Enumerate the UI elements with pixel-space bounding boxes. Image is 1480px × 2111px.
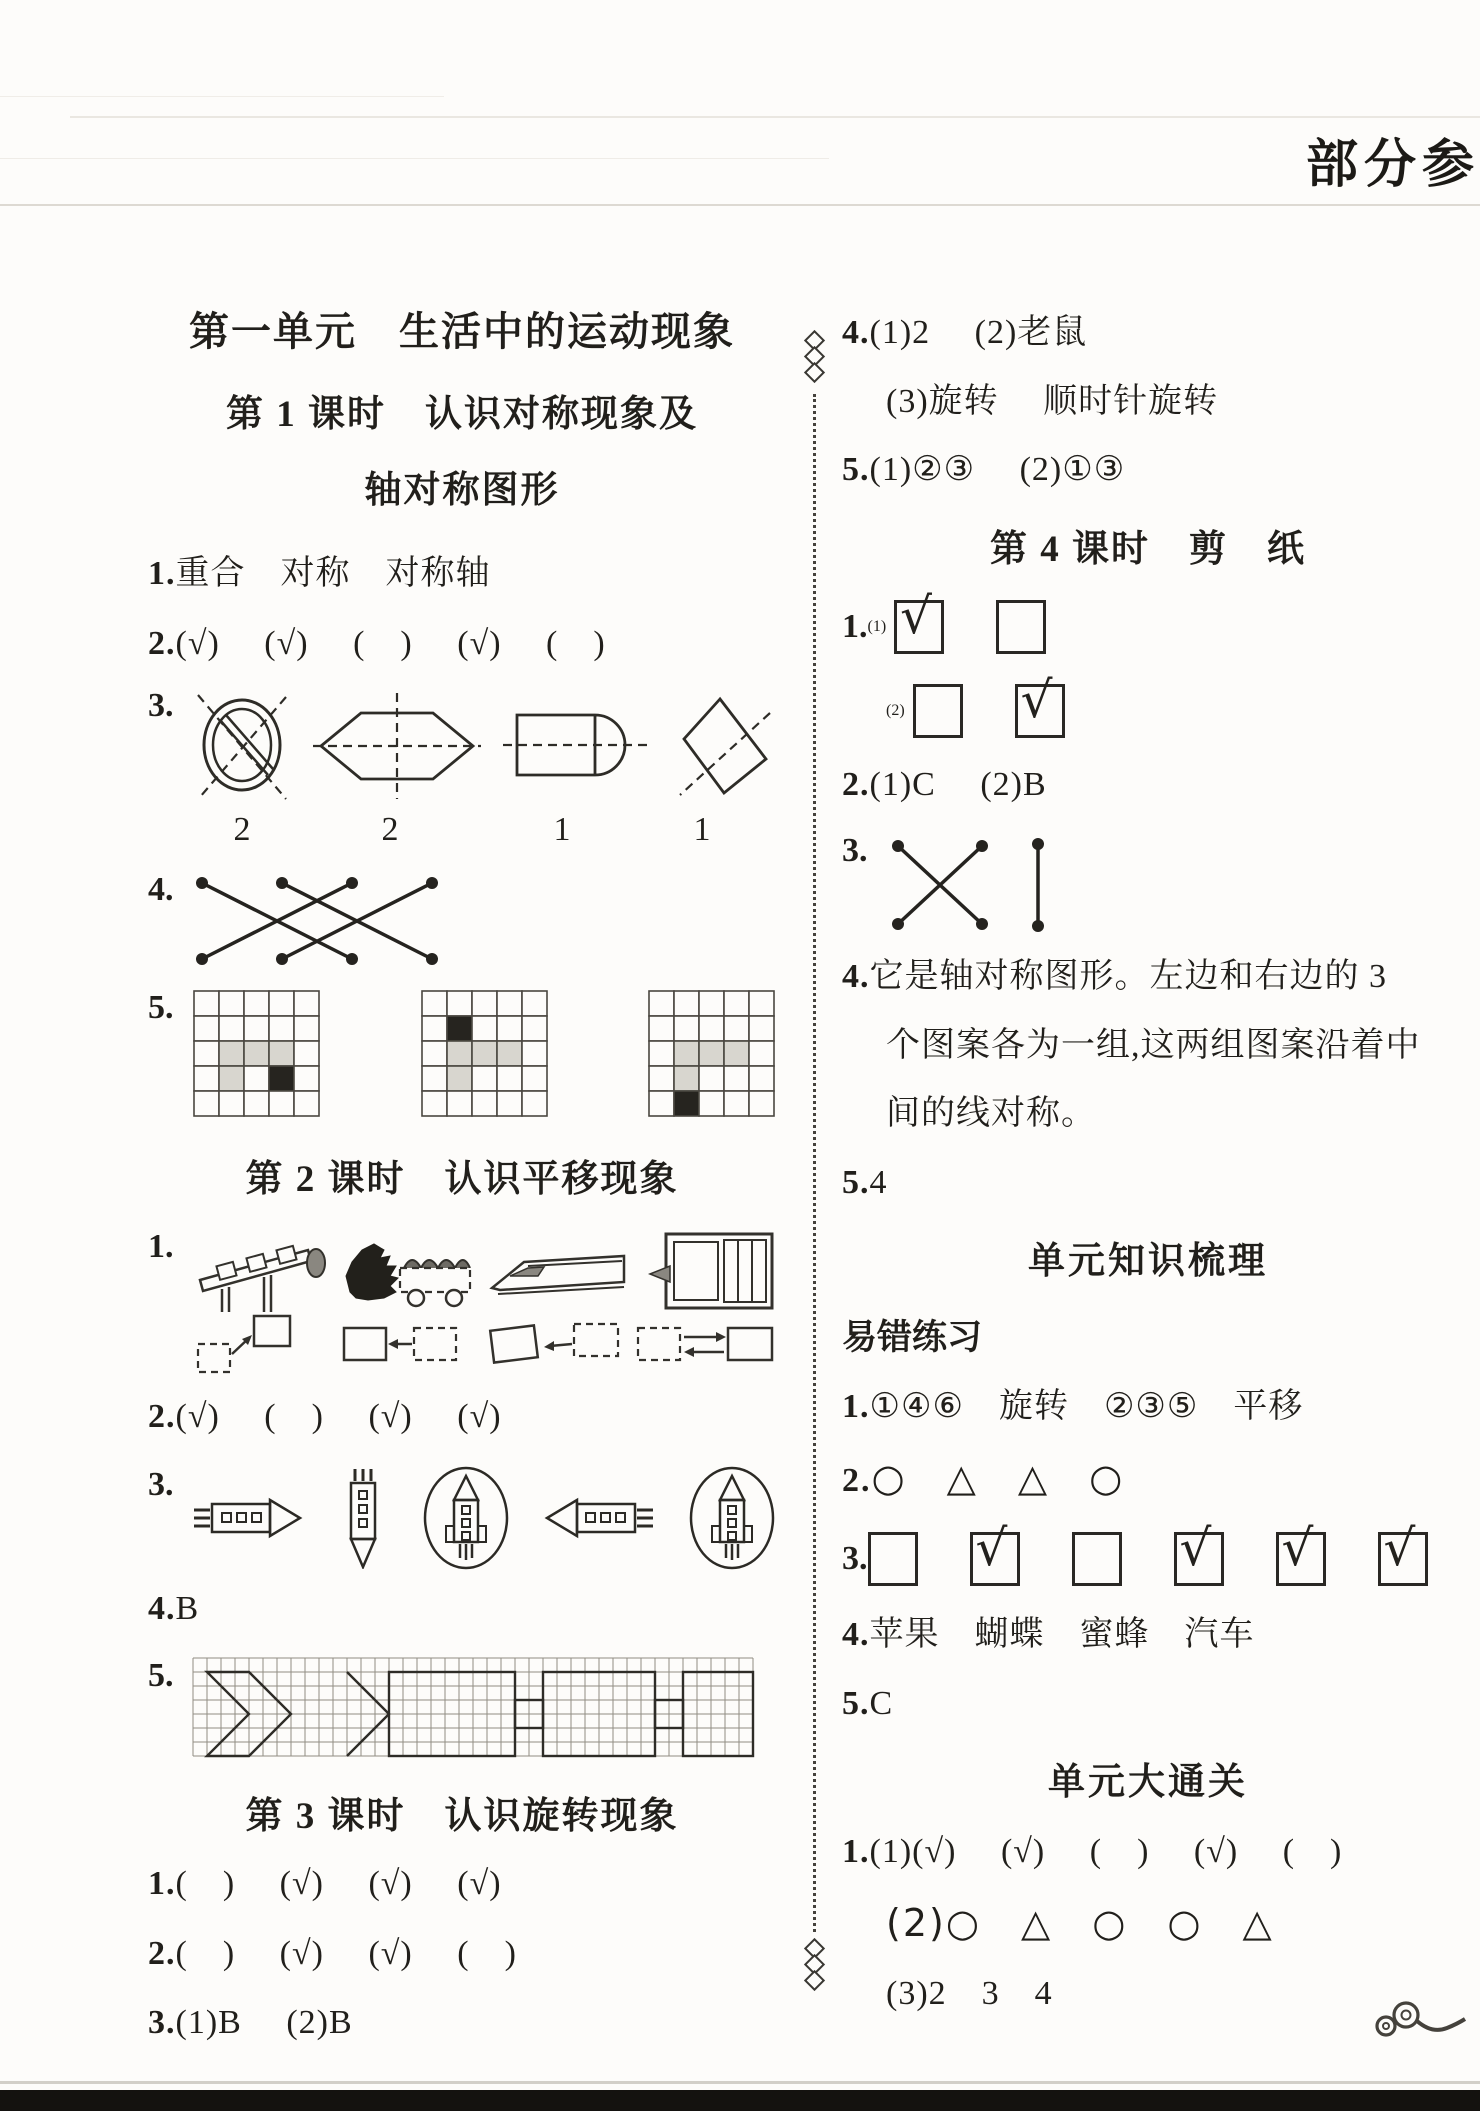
lesson4-q3-figure-row: 3. [842, 832, 1454, 936]
left-column [148, 300, 776, 2072]
lesson1-title-line2: 轴对称图形 [364, 470, 560, 511]
rocket-circled-icon [688, 1466, 776, 1570]
empty-box [913, 684, 963, 738]
translation-arrow-diagram [636, 1314, 776, 1376]
lesson4-q1-part1: 1. (1) √ [842, 596, 1454, 658]
translation-arrow-diagram [192, 1314, 332, 1376]
errors-q2-answer: 2.○ △ △ ○ [842, 1455, 1125, 1500]
sliding-window-picture [636, 1228, 776, 1314]
translation-grid-figure [192, 1657, 756, 1759]
checked-box [1378, 1519, 1428, 1586]
page-corner-title: 部分参 [1306, 137, 1480, 188]
page-curl-line [0, 204, 1480, 206]
diamond-chain-ornament-icon [797, 326, 831, 392]
scan-bottom-shadow-bar [0, 2090, 1480, 2111]
empty-box [868, 1532, 918, 1586]
hedgehog-cart-picture [340, 1228, 480, 1314]
checkbox-pair [913, 670, 1065, 738]
translation-arrow-diagram [340, 1314, 480, 1376]
lesson3-q4-answer-line1: 4.(1)2 (2)老鼠 [842, 314, 1088, 351]
page-bottom-edge-line [0, 2081, 1480, 2084]
page-curl-line [0, 158, 829, 159]
lesson1-q2-answer: 2.(√) (√) ( ) (√) ( ) [148, 624, 606, 662]
errors-q5-answer: 5.C [842, 1684, 894, 1722]
checkbox-pair [894, 586, 1046, 654]
lesson2-q2-answer: 2.(√) ( ) (√) (√) [148, 1398, 502, 1435]
check-mark-icon: √ [1281, 1519, 1314, 1577]
pass-q1-answer-line2: (2)○ △ ○ ○ △ [886, 1900, 1274, 1945]
unit-title: 第一单元 生活中的运动现象 [189, 309, 735, 354]
errors-q4-answer: 4.苹果 蝴蝶 蜜蜂 汽车 [842, 1616, 1255, 1653]
check-mark-icon: √ [1020, 670, 1053, 729]
errors-q3-answer: 3. √ √ √ √ [842, 1528, 1454, 1590]
check-mark-icon: √ [1383, 1519, 1416, 1577]
lesson3-q2-answer: 2.( ) (√) (√) ( ) [148, 1934, 517, 1972]
pass-q1-answer-line3: (3)2 3 4 [886, 1975, 1053, 2012]
right-column [842, 312, 1454, 2042]
sliding-window-scene [636, 1228, 776, 1376]
lesson2-q5-figure-row: 5. [148, 1657, 776, 1759]
check-mark-icon: √ [900, 586, 933, 645]
checked-box [1276, 1519, 1326, 1586]
shaded-grid [420, 989, 549, 1118]
column-divider-dotted-line [813, 394, 816, 1932]
shaded-grid [647, 989, 776, 1118]
lesson4-q2-answer: 2.(1)C (2)B [842, 765, 1047, 803]
errors-q1-answer: 1.①④⑥ 旋转 ②③⑤ 平移 [842, 1388, 1304, 1425]
hedgehog-cart-scene [340, 1228, 480, 1376]
shaded-grid [192, 989, 321, 1118]
lesson1-q3-axis-counts: 2 2 1 1 [233, 811, 711, 848]
checkbox-row [868, 1519, 1428, 1586]
pass-q1-answer-line1: 1.(1)(√) (√) ( ) (√) ( ) [842, 1833, 1343, 1870]
empty-box [1072, 1532, 1122, 1586]
shaded-grids-figure [192, 989, 776, 1118]
lesson3-q1-answer: 1.( ) (√) (√) (√) [148, 1865, 502, 1902]
lesson1-q1-answer: 1.重合 对称 对称轴 [148, 555, 491, 592]
check-mark-icon: √ [1179, 1519, 1212, 1577]
capsule-shape-figure [503, 687, 651, 805]
page-curl-line [70, 116, 1480, 118]
rocket-right-icon [192, 1488, 304, 1548]
lesson1-title-line1: 第 1 课时 认识对称现象及 [226, 394, 698, 435]
rocket-circled-icon [422, 1466, 510, 1570]
lesson3-q3-answer: 3.(1)B (2)B [148, 2004, 353, 2041]
auspicious-cloud-icon [1368, 2000, 1468, 2042]
diamond-chain-ornament-icon [797, 1934, 831, 2000]
lesson4-q5-answer: 5.4 [842, 1163, 888, 1201]
no-symbol-shape-figure [192, 687, 292, 805]
lesson4-q4-answer-line2: 个图案各为一组,这两组图案沿着中 [886, 1026, 1421, 1064]
train-scene [488, 1228, 628, 1376]
quadrilateral-shape-figure [672, 687, 776, 805]
conveyor-scene [192, 1228, 332, 1376]
lesson2-q4-answer: 4.B [148, 1589, 200, 1627]
page-curl-line [0, 96, 444, 97]
lesson3-q4-answer-line2: (3)旋转 顺时针旋转 [886, 382, 1219, 420]
lesson1-q4-figure-row: 4. [148, 871, 776, 971]
rocket-down-icon [337, 1467, 389, 1569]
lesson2-title: 第 2 课时 认识平移现象 [245, 1159, 679, 1200]
lesson3-q5-answer: 5.(1)②③ (2)①③ [842, 451, 1126, 488]
lesson2-q1-figure-row: 1. [148, 1228, 776, 1376]
conveyor-belt-picture [192, 1228, 332, 1314]
rocket-left-icon [543, 1488, 655, 1548]
lesson2-q3-figure-row: 3. [148, 1466, 776, 1570]
lesson4-q4-answer-line3: 间的线对称。 [886, 1095, 1096, 1132]
section-unit-knowledge-review: 单元知识梳理 [1028, 1241, 1268, 1282]
section-unit-grand-pass: 单元大通关 [1048, 1762, 1248, 1803]
subsection-error-prone-practice: 易错练习 [842, 1318, 983, 1357]
checked-box [894, 586, 944, 654]
lesson4-title: 第 4 课时 剪 纸 [990, 528, 1306, 570]
checked-box [1174, 1519, 1224, 1586]
lesson4-q1-part2: (2) √ [842, 680, 1454, 742]
hexagon-shape-figure [313, 687, 481, 805]
checked-box [1015, 670, 1065, 738]
empty-box [996, 600, 1046, 654]
lesson1-q5-figure-row: 5. [148, 989, 776, 1118]
cross-and-segment-figure [886, 832, 1076, 936]
lesson4-q4-answer-line1: 4.它是轴对称图形。左边和右边的 3 [842, 958, 1387, 995]
lesson1-q3-figure-row: 3. [148, 687, 776, 805]
check-mark-icon: √ [975, 1519, 1008, 1577]
translation-arrow-diagram [488, 1314, 628, 1376]
high-speed-train-picture [488, 1228, 628, 1314]
crossed-segments-figure [192, 871, 442, 971]
checked-box [970, 1519, 1020, 1586]
lesson3-title: 第 3 课时 认识旋转现象 [245, 1796, 679, 1837]
